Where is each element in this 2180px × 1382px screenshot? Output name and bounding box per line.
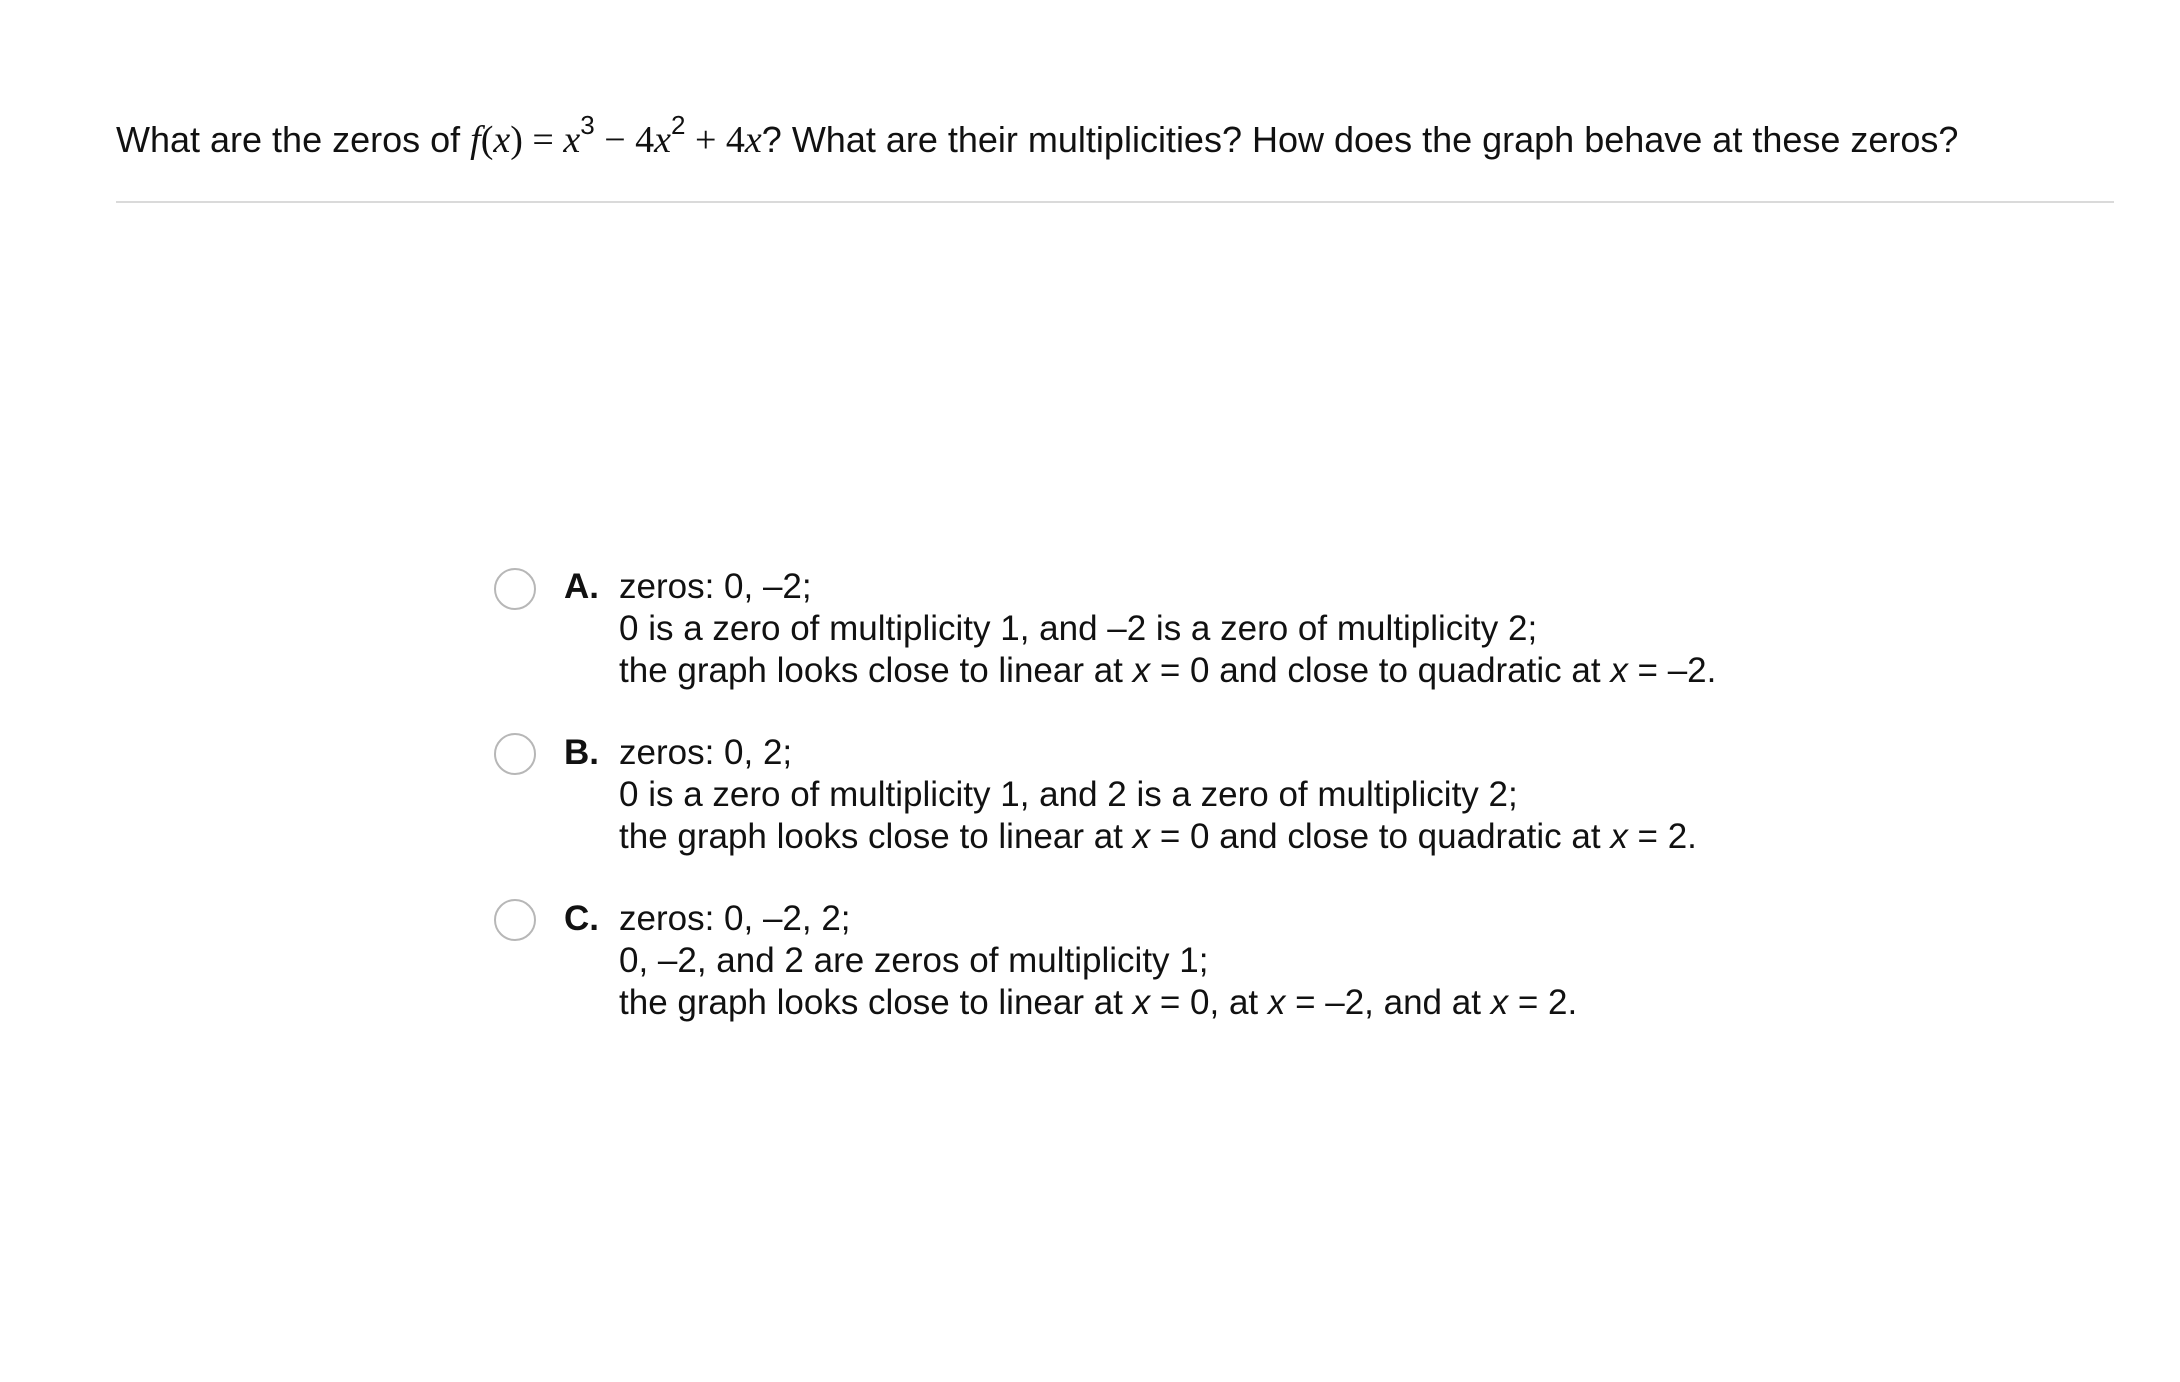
- variable-x: x: [1132, 817, 1151, 856]
- line3-part-a: the graph looks close to linear at: [619, 817, 1133, 856]
- equals-sign: =: [522, 119, 564, 161]
- line3-part-c: = –2.: [1627, 651, 1717, 690]
- option-line-3: [619, 816, 1697, 858]
- line3-part-a: the graph looks close to linear at: [619, 983, 1133, 1022]
- option-line-1: zeros: 0, –2, 2;: [619, 899, 851, 938]
- term1-exponent: 3: [580, 110, 595, 141]
- option-line-2: 0 is a zero of multiplicity 1, and 2 is a zero of multiplicity 2;: [619, 775, 1518, 814]
- option-line-1: zeros: 0, 2;: [619, 733, 793, 772]
- function-name: f: [470, 119, 481, 161]
- option-letter: B.: [564, 733, 599, 772]
- term2-exponent: 2: [671, 110, 686, 141]
- function-expression: $f(x) = x^3 - 4x^2 + 4x$: [470, 110, 762, 161]
- variable-x: x: [1132, 651, 1151, 690]
- question-text: [116, 112, 1958, 168]
- term3-variable: x: [744, 119, 762, 161]
- line3-part-b: = 0, at: [1150, 983, 1268, 1022]
- variable-x: x: [1490, 983, 1509, 1022]
- option-line-3: [619, 982, 1577, 1024]
- variable-x: x: [1610, 651, 1628, 690]
- option-letter: C.: [564, 899, 599, 938]
- radio-button-c[interactable]: [494, 899, 536, 941]
- line3-part-a: the graph looks close to linear at: [619, 651, 1133, 690]
- term2-variable: x: [654, 119, 672, 161]
- line3-part-c: = –2, and at: [1285, 983, 1491, 1022]
- option-line-3: [619, 650, 1716, 692]
- variable-x: x: [1610, 817, 1628, 856]
- option-letter: A.: [564, 567, 599, 606]
- operator-2: + 4: [685, 119, 745, 161]
- term1-variable: x: [563, 119, 581, 161]
- option-line-1: zeros: 0, –2;: [619, 567, 812, 606]
- line3-part-c: = 2.: [1627, 817, 1697, 856]
- option-line-2: 0, –2, and 2 are zeros of multiplicity 1;: [619, 941, 1209, 980]
- question-suffix: ? What are their multiplicities? How does the graph behave at these zeros?: [761, 119, 1959, 160]
- line3-part-d: = 2.: [1508, 983, 1578, 1022]
- variable-x: x: [1132, 983, 1151, 1022]
- line3-part-b: = 0 and close to quadratic at: [1150, 817, 1611, 856]
- function-argument: x: [493, 119, 511, 161]
- question-prefix: What are the zeros of: [116, 119, 471, 160]
- operator-1: − 4: [594, 119, 655, 161]
- question-divider: [116, 201, 2114, 203]
- variable-x: x: [1267, 983, 1286, 1022]
- line3-part-b: = 0 and close to quadratic at: [1150, 651, 1611, 690]
- radio-button-a[interactable]: [494, 568, 536, 610]
- option-line-2: 0 is a zero of multiplicity 1, and –2 is a zero of multiplicity 2;: [619, 609, 1538, 648]
- radio-button-b[interactable]: [494, 733, 536, 775]
